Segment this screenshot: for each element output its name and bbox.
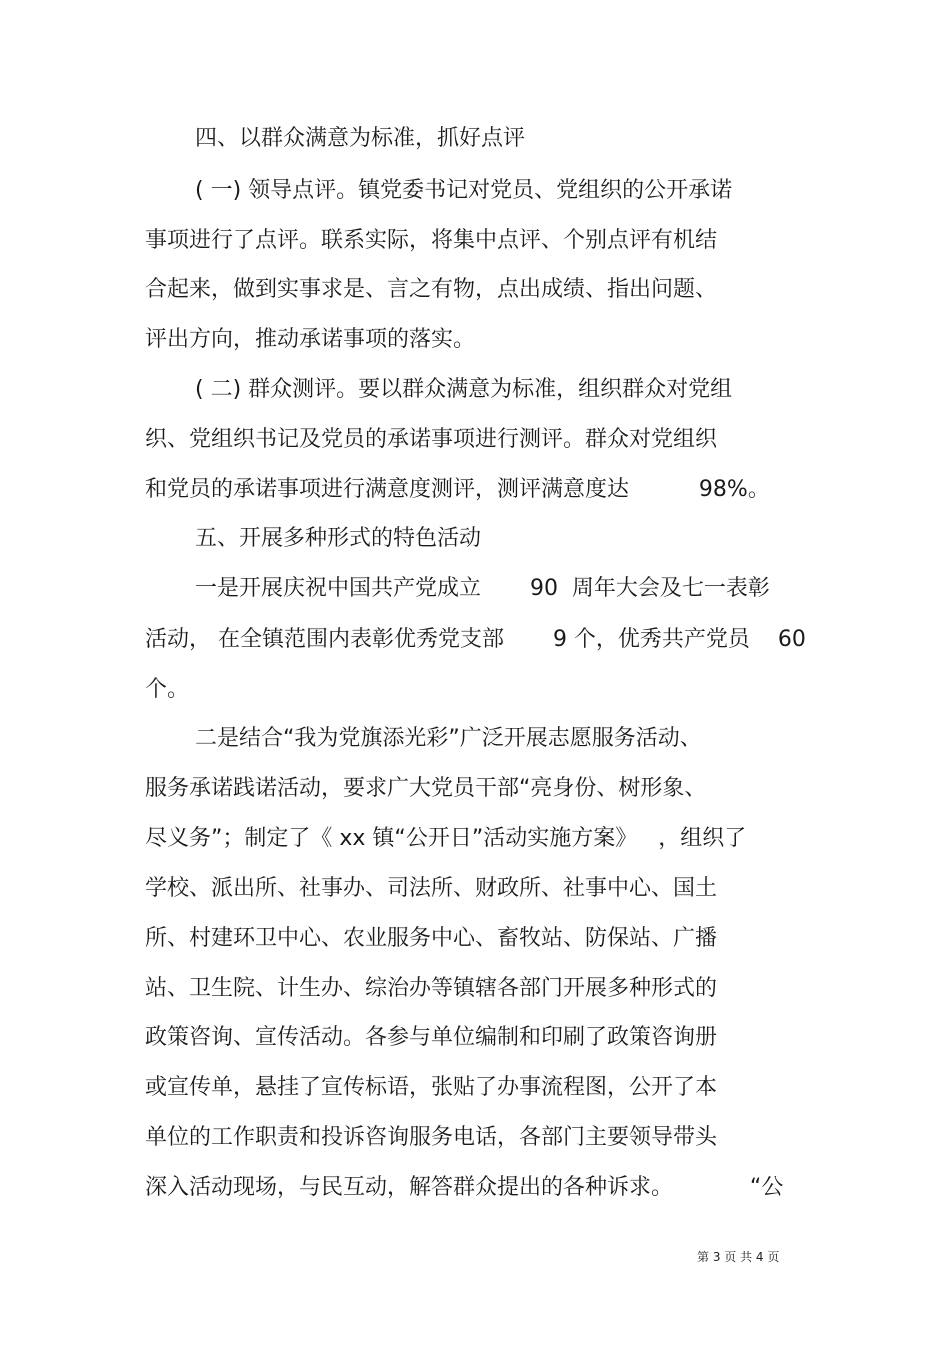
- paragraph-line: 评出方向，推动承诺事项的落实。: [145, 327, 476, 352]
- paragraph-line: 站、卫生院、计生办、综治办等镇辖各部门开展多种形式的: [145, 976, 718, 1001]
- paragraph-line: 深入活动现场，与民互动，解答群众提出的各种诉求。 “公: [145, 1175, 784, 1200]
- paragraph-line: 和党员的承诺事项进行满意度测评，测评满意度达 98%。: [145, 477, 770, 502]
- section-heading-five: 五、开展多种形式的特色活动: [195, 526, 482, 551]
- paragraph-line: ( 二) 群众测评。要以群众满意为标准，组织群众对党组: [195, 377, 733, 402]
- paragraph-line: 个。: [145, 677, 190, 702]
- paragraph-line: 活动， 在全镇范围内表彰优秀党支部 9 个，优秀共产党员 60: [145, 627, 806, 652]
- paragraph-line: 或宣传单，悬挂了宣传标语，张贴了办事流程图，公开了本: [145, 1075, 718, 1100]
- paragraph-line: 服务承诺践诺活动，要求广大党员干部“亮身份、树形象、: [145, 776, 707, 801]
- paragraph-line: 一是开展庆祝中国共产党成立 90 周年大会及七一表彰: [195, 576, 770, 601]
- paragraph-line: 合起来，做到实事求是、言之有物，点出成绩、指出问题、: [145, 277, 718, 302]
- page-footer: 第 3 页 共 4 页: [697, 1250, 780, 1264]
- paragraph-line: 尽义务”；制定了《 xx 镇“公开日”活动实施方案》 ，组织了: [145, 826, 747, 851]
- paragraph-line: 学校、派出所、社事办、司法所、财政所、社事中心、国土: [145, 876, 718, 901]
- paragraph-line: 所、村建环卫中心、农业服务中心、畜牧站、防保站、广播: [145, 926, 718, 951]
- paragraph-line: 二是结合“我为党旗添光彩”广泛开展志愿服务活动、: [195, 726, 702, 751]
- paragraph-line: ( 一) 领导点评。镇党委书记对党员、党组织的公开承诺: [195, 178, 733, 203]
- paragraph-line: 事项进行了点评。联系实际，将集中点评、个别点评有机结: [145, 228, 718, 253]
- paragraph-line: 政策咨询、宣传活动。各参与单位编制和印刷了政策咨询册: [145, 1025, 718, 1050]
- paragraph-line: 织、党组织书记及党员的承诺事项进行测评。群众对党组织: [145, 427, 718, 452]
- section-heading-four: 四、以群众满意为标准，抓好点评: [195, 126, 526, 151]
- paragraph-line: 单位的工作职责和投诉咨询服务电话，各部门主要领导带头: [145, 1125, 718, 1150]
